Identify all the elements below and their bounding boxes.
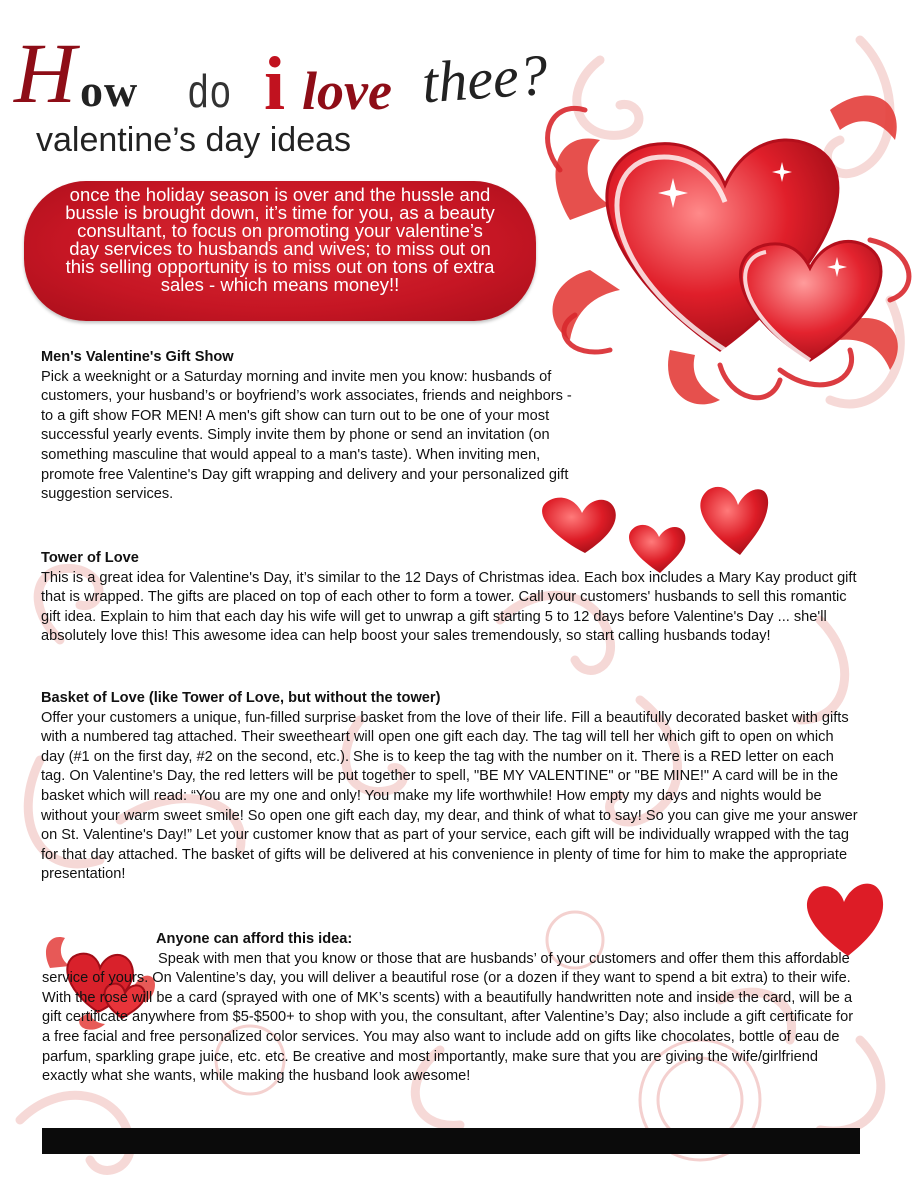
title-word-i: i [264, 42, 286, 126]
title-word-thee: thee? [419, 41, 550, 116]
title-letter-h: H [14, 25, 77, 121]
title-fragment-ow: ow [80, 65, 139, 116]
section-body: Pick a weeknight or a Saturday morning and invite men you know: husbands of customers, your husband’s or boyfriend’s work associates, friends and neighbors - to a gift show FOR MEN! A men's gift show can turn out to be one of your most successful yearly events. Simply invite them by phone or send an invitation (on something masculine that would appeal to a man's taste). When inviting men, promote free Valentine's Day gift wrapping and delivery and your personalized gift suggestion services. [41, 368, 572, 503]
section-tower-of-love [41, 549, 861, 647]
title-word-do: do [188, 65, 233, 117]
page-subtitle: valentine’s day ideas [36, 121, 352, 159]
section-heading: Tower of Love [41, 550, 139, 566]
section-mens-gift-show [41, 348, 581, 505]
footer-bar [42, 1128, 860, 1154]
intro-text: once the holiday season is over and the hussle and bussle is brought down, it’s time for you, as a beauty consultant, to focus on promoting your valentine’s day services to husbands and wives; to miss out on this selling opportunity is to miss out on tons of extra sales - which means money!! [65, 184, 495, 295]
section-body: Offer your customers a unique, fun-filled surprise basket from the love of their life. Fill a beautifully decorated basket with gifts with a numbered tag attached. Their sweetheart will open one gift each day. The tag will tell her which gift to open on which day (#1 on the first day, #2 on the second, etc.). She is to keep the tag with the number on it. There is a RED letter on each tag. On Valentine's Day, the red letters will be put together to spell, "BE MY VALENTINE" or "BE MINE!" A card will be in the basket which will read: “You are my one and only! You make my life worthwhile! How empty my days and nights would be without your warm sweet smile! So open one gift each day, my dear, and think of what to say! So you can give me your answer on St. Valentine's Day!” Let your customer know that as part of your service, each gift will be individually wrapped with the tag for that day attached. The basket of gifts will be delivered at his convenience in plenty of time for him to make the appropriate presentation! [41, 709, 858, 883]
title-word-love: love [302, 61, 392, 121]
section-basket-of-love [41, 689, 861, 885]
heart-cluster-illustration [530, 20, 922, 420]
section-heading: Men's Valentine's Gift Show [41, 349, 234, 365]
section-body: Speak with men that you know or those that are husbands’ of your customers and offer them this affordable service of yours. On Valentine’s day, you will deliver a beautiful rose (or a dozen if they want to spend a bit extra) to their wife. With the rose will be a card (sprayed with one of MK’s scents) with a beautifully handwritten note and inside the card, will be a gift certificate anywhere from $5-$500+ to shop with you, the consultant, after Valentine’s Day; also include a gift certificate for a free facial and free personalized color services. You may also want to include add on gifts like chocolates, bottle of eau de parfum, sparkling grape juice, etc. etc. Be creative and most importantly, make sure that you are giving the wife/girlfriend exactly what she wants, while making the husband look awesome! [42, 950, 854, 1085]
section-heading: Anyone can afford this idea: [156, 931, 353, 947]
section-body: This is a great idea for Valentine's Day, it’s similar to the 12 Days of Christmas idea. Each box includes a Mary Kay product gift that is wrapped. The gifts are placed on top of each other to form a tower. Call your customers' husbands to sell this romantic gift idea. Explain to him that each day his wife will get to unwrap a gift starting 5 to 12 days before Valentine's Day ... she'll absolutely love this! This awesome idea can help boost your sales tremendously, so start calling husbands today! [41, 569, 857, 645]
page-title [10, 25, 570, 128]
section-anyone-can-afford [42, 930, 862, 1087]
section-heading: Basket of Love (like Tower of Love, but without the tower) [41, 690, 441, 706]
